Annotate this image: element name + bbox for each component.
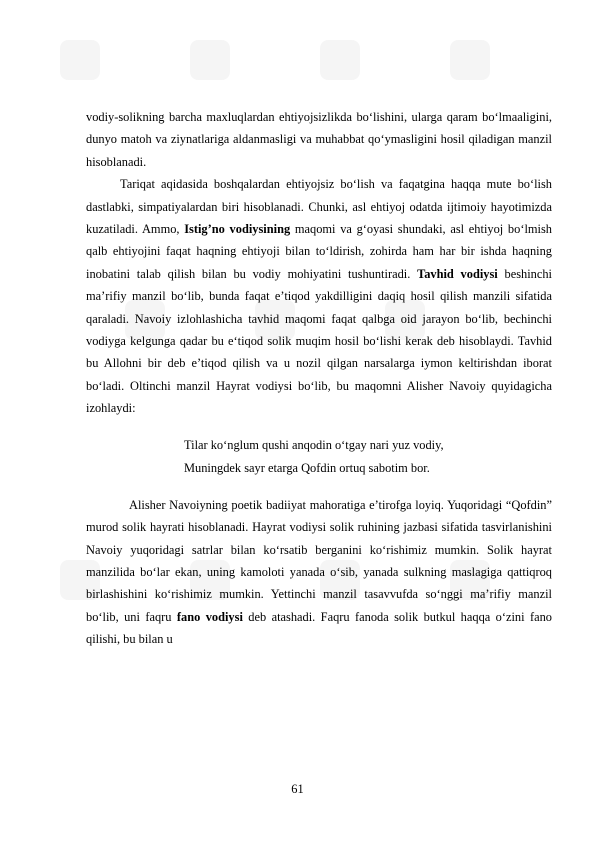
paragraph-3-text-a: Alisher Navoiyning poetik badiiyat mahoratiga e’tirofga loyiq. Yuqoridagi “Qofdin” murod solik hayrati hisoblanadi. Hayrat vodiysi solik ruhining jazbasi sifatida tasvirlanishini Navoiy yuqoridagi satrlar bilan ko‘rsatib berganini ko‘rishimiz mumkin. Solik hayrat manzilida bo‘lar ekan, uning kamoloti yanada o‘sib, yanada sulkning maslagiga qattiqroq birlashishini ko‘rishimiz mumkin. Yettinchi manzil tasavvufda so‘nggi ma’rifiy manzil bo‘lib, uni faqru [86, 497, 552, 624]
term-tavhid-vodiysi: Tavhid vodiysi [417, 266, 498, 281]
paragraph-2 [86, 173, 552, 419]
verse-quote [184, 434, 552, 480]
paragraph-2-text-a: Tariqat aqidasida boshqalardan ehtiyojsiz bo‘lish va faqatgina haqqa mute bo‘lish dastlabki, simpatiyalardan biri hisoblanadi. Chunki, asl ehtiyoj odatda ijtimoiy hayotimizda kuzatiladi. Ammo, [86, 177, 552, 237]
verse-line-1: Tilar ko‘nglum qushi anqodin o‘tgay nari yuz vodiy, [184, 437, 444, 452]
term-fano-vodiysi: fano vodiysi [176, 609, 243, 624]
paragraph-3 [86, 494, 552, 651]
term-istigno-vodiysi: Istig’no vodiysining [184, 222, 291, 237]
paragraph-3-text-b: deb atashadi. Faqru fanoda solik butkul haqqa o‘zini fano qilishi, bu bilan u [86, 609, 552, 647]
body-text [86, 106, 552, 651]
paragraph-2-text-c: beshinchi ma’rifiy manzil bo‘lib, bunda faqat e’tiqod yakdilligini daqiq hosil qilish manzili sifatida qaraladi. Navoiy izlohlashicha tavhid maqomi faqat qalbga oid jarayon bo‘lib, bechinchi vodiyga kelgunga qadar bu e‘tiqod solik muqim hosil bo‘lishi kerak deb hisoblaydi. Tavhid bu Allohni bir deb e’tiqod qilish va u nozil qilgan narsalarga iymon keltirishdan iborat bo‘ladi. Oltinchi manzil Hayrat vodiysi bo‘lib, bu maqomni Alisher Navoiy quyidagicha izohlaydi: [86, 266, 552, 416]
paragraph-1: vodiy-solikning barcha maxluqlardan ehtiyojsizlikda bo‘lishini, ularga qaram bo‘lmaaligini, dunyo matoh va ziynatlariga aldanmasligi va muhabbat qo‘ymasligini hosil qiladigan manzil hisoblanadi. [86, 110, 552, 169]
page-number: 61 [291, 782, 304, 796]
paragraph-2-text-b: maqomi va g‘oyasi shundaki, asl ehtiyoj bo‘lmish qalb ehtiyojini faqat haqning ehtiyoji bilan to‘ldirish, zohirda ham har bir ishda haqning inobatini talab qilish bilan bu vodiy mohiyatini tushuntiradi. [86, 222, 552, 281]
verse-line-2: Muningdek sayr etarga Qofdin ortuq sabotim bor. [184, 460, 430, 475]
